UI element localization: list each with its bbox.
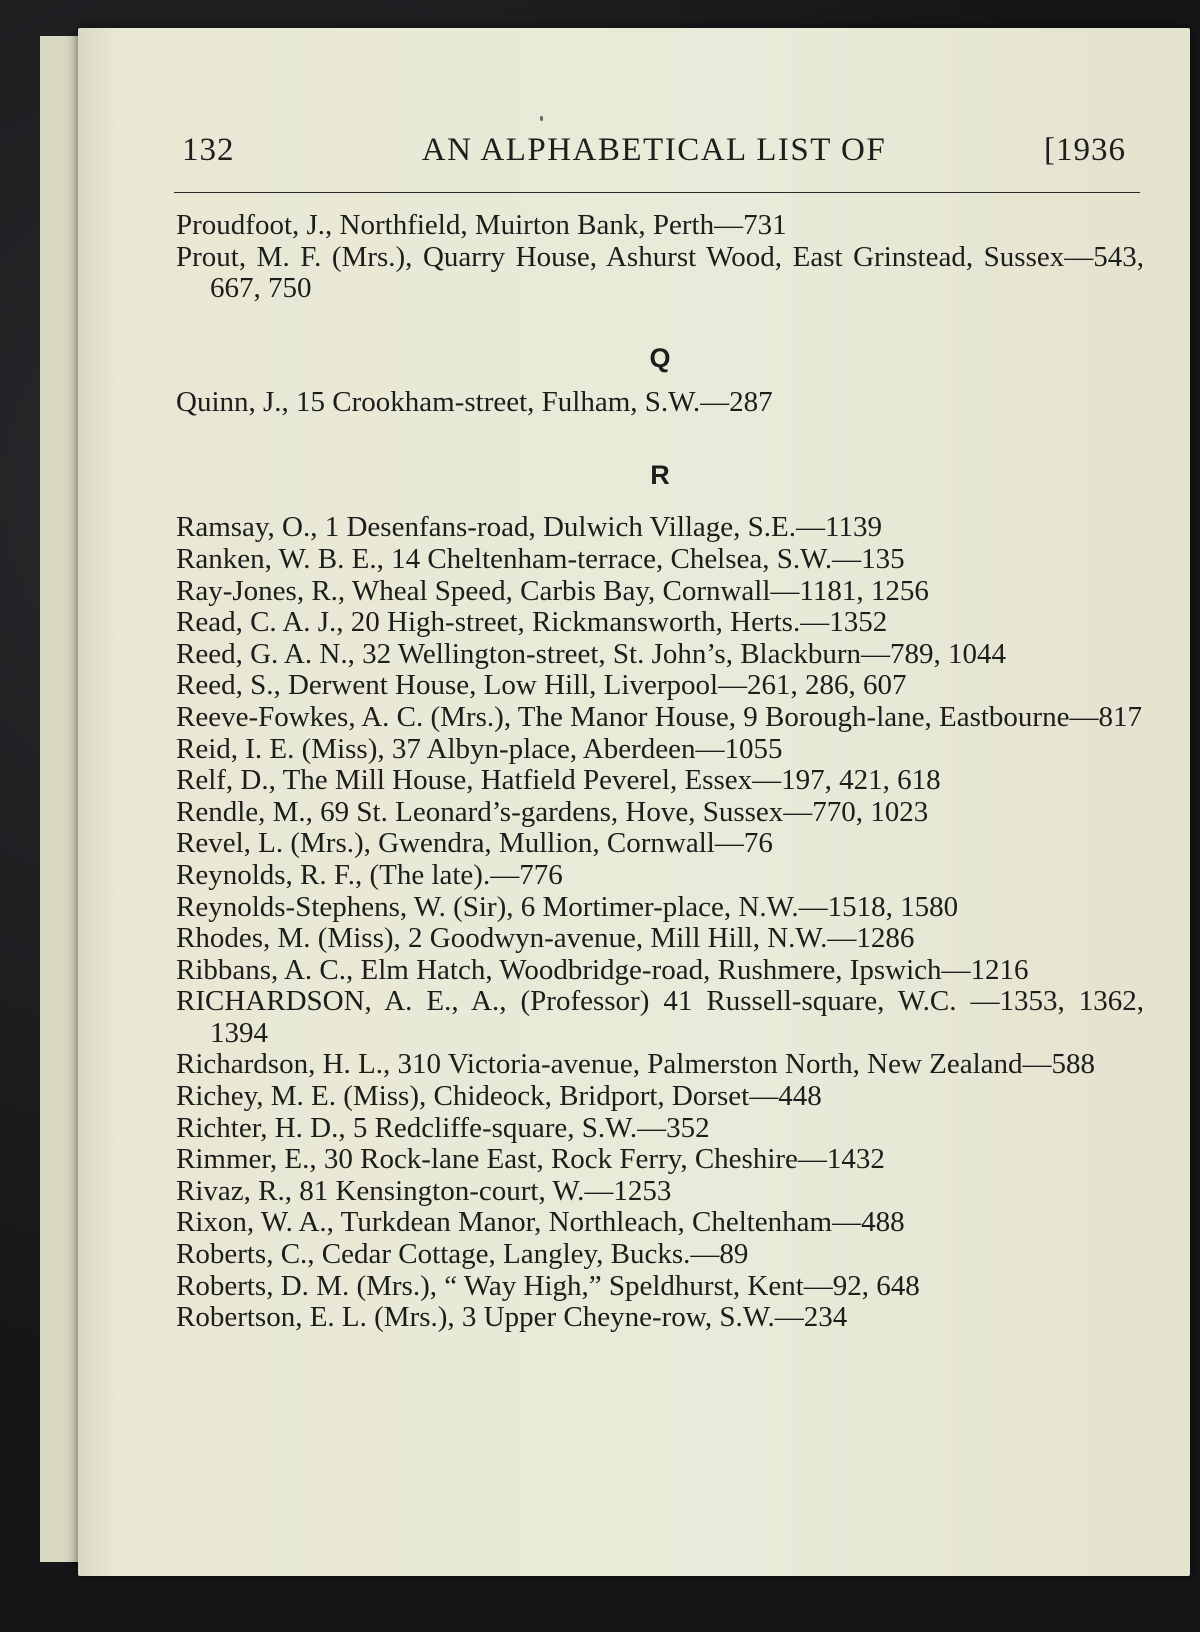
list-entry: Proudfoot, J., Northfield, Muirton Bank, Perth—731 xyxy=(176,209,787,241)
list-entry: Reynolds-Stephens, W. (Sir), 6 Mortimer-place, N.W.—1518, 1580 xyxy=(176,890,959,923)
list-entry: Roberts, C., Cedar Cottage, Langley, Bucks.—89 xyxy=(176,1238,749,1271)
list-entry: Ramsay, O., 1 Desenfans-road, Dulwich Village, S.E.—1139 xyxy=(176,511,882,544)
page-title: AN ALPHABETICAL LIST OF xyxy=(421,132,887,168)
page-number: 132 xyxy=(182,132,235,168)
list-entry: Ranken, W. B. E., 14 Cheltenham-terrace, Chelsea, S.W.—135 xyxy=(176,542,905,575)
list-entry: Reid, I. E. (Miss), 37 Albyn-place, Aberdeen—1055 xyxy=(176,732,783,765)
list-entry: Richardson, H. L., 310 Victoria-avenue, Palmerston North, New Zealand—588 xyxy=(176,1048,1096,1081)
section-letter-q: Q xyxy=(649,342,671,373)
list-entry: Richey, M. E. (Miss), Chideock, Bridport, Dorset—448 xyxy=(176,1080,822,1113)
header-rule xyxy=(174,192,1140,193)
list-entry: Robertson, E. L. (Mrs.), 3 Upper Cheyne-row, S.W.—234 xyxy=(176,1301,848,1334)
list-entry: Rimmer, E., 30 Rock-lane East, Rock Ferry, Cheshire—1432 xyxy=(176,1143,885,1176)
list-entry: Richter, H. D., 5 Redcliffe-square, S.W.—352 xyxy=(176,1111,710,1144)
list-entry: Quinn, J., 15 Crookham-street, Fulham, S.W.—287 xyxy=(176,385,773,418)
list-entry: Relf, D., The Mill House, Hatfield Peverel, Essex—197, 421, 618 xyxy=(176,764,941,797)
list-entry: Rixon, W. A., Turkdean Manor, Northleach, Cheltenham—488 xyxy=(176,1206,905,1239)
ink-fleck xyxy=(540,116,543,121)
book-page xyxy=(78,28,1190,1576)
section-letter-r: R xyxy=(650,460,670,491)
list-entry: Read, C. A. J., 20 High-street, Rickmansworth, Herts.—1352 xyxy=(176,606,888,639)
list-entry: Revel, L. (Mrs.), Gwendra, Mullion, Cornwall—76 xyxy=(176,827,773,860)
list-entry: Prout, M. F. (Mrs.), Quarry House, Ashurst Wood, East Grinstead, Sussex—543, 667, 750 xyxy=(176,240,1144,305)
list-entry: Rivaz, R., 81 Kensington-court, W.—1253 xyxy=(176,1174,672,1207)
list-entry: RICHARDSON, A. E., A., (Professor) 41 Russell-square, W.C. —1353, 1362, 1394 xyxy=(176,985,1144,1049)
list-entry: Rhodes, M. (Miss), 2 Goodwyn-avenue, Mill Hill, N.W.—1286 xyxy=(176,922,915,955)
list-entry: Reed, S., Derwent House, Low Hill, Liverpool—261, 286, 607 xyxy=(176,669,907,702)
list-entry: Roberts, D. M. (Mrs.), “ Way High,” Speldhurst, Kent—92, 648 xyxy=(176,1269,920,1302)
list-entry: Reeve-Fowkes, A. C. (Mrs.), The Manor House, 9 Borough-lane, Eastbourne—817 xyxy=(176,700,1142,733)
year-label: [1936 xyxy=(1044,132,1126,168)
list-entry: Reynolds, R. F., (The late).—776 xyxy=(176,858,563,891)
list-entry: Ribbans, A. C., Elm Hatch, Woodbridge-road, Rushmere, Ipswich—1216 xyxy=(176,953,1029,986)
list-entry: Rendle, M., 69 St. Leonard’s-gardens, Hove, Sussex—770, 1023 xyxy=(176,795,929,828)
list-entry: Ray-Jones, R., Wheal Speed, Carbis Bay, Cornwall—1181, 1256 xyxy=(176,574,929,607)
entry-list xyxy=(176,210,1144,1334)
list-entry: Reed, G. A. N., 32 Wellington-street, St. John’s, Blackburn—789, 1044 xyxy=(176,637,1007,670)
running-header xyxy=(182,132,1126,176)
